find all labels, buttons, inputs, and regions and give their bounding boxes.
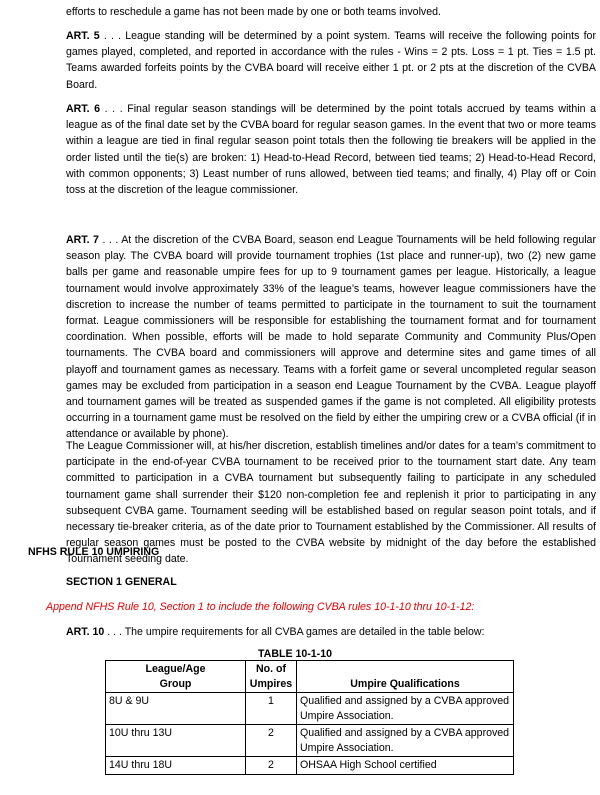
paragraph-commissioner: The League Commissioner will, at his/her discretion, establish timelines and/or dates for a team’s commitment to participate in the end-of-year CVBA tournament to be received prior to the tournament start date. Any team committed to participation in a CVBA tournament but subsequently failing to participate in any scheduled tournament game shall surrender their $120 non-completion fee and replenish it prior to participating in any subsequent CVBA game. Tournament seeding will be established based on regular season point totals, and if necessary tie-breaker criteria, as of the date prior to Tournament established by the Commissioner. All results of regular season games must be posted to the CVBA website by midnight of the day before the established Tournament seeding date. [66, 440, 596, 566]
cell-qualifications: OHSAA High School certified [297, 757, 514, 775]
art7-label: ART. 7 [66, 234, 99, 246]
cell-group: 10U thru 13U [106, 725, 246, 757]
paragraph-art5 [66, 28, 596, 93]
art5-label: ART. 5 [66, 30, 100, 42]
art5-text: . . . League standing will be determined by a point system. Teams will receive the following points for games played, completed, and reported in accordance with the rules - Wins = 2 pts. Loss = 1 pt. Ties = 1.5 pt. Teams awarded forfeits points by the CVBA board will receive either 1 pt. or 2 pts at the discretion of the CVBA Board. [66, 30, 596, 91]
cell-umpires: 2 [246, 725, 297, 757]
table-title: TABLE 10-1-10 [258, 648, 332, 660]
table-row [106, 725, 514, 757]
umpire-table [105, 660, 514, 775]
paragraph-art6 [66, 101, 596, 198]
table-header-row [106, 661, 514, 693]
table-row [106, 693, 514, 725]
cell-qualifications: Qualified and assigned by a CVBA approved Umpire Association. [297, 693, 514, 725]
art10-label: ART. 10 [66, 626, 105, 638]
header-league-group: League/Age Group [106, 661, 246, 693]
header-qualifications: Umpire Qualifications [297, 661, 514, 693]
append-note: Append NFHS Rule 10, Section 1 to include the following CVBA rules 10-1-10 thru 10-1-12: [46, 601, 475, 613]
art10-text: . . . The umpire requirements for all CVBA games are detailed in the table below: [104, 626, 485, 638]
paragraph-art7 [66, 232, 596, 443]
cell-umpires: 1 [246, 693, 297, 725]
cell-umpires: 2 [246, 757, 297, 775]
header-num-umpires: No. of Umpires [246, 661, 297, 693]
cell-qualifications: Qualified and assigned by a CVBA approved Umpire Association. [297, 725, 514, 757]
table-row [106, 757, 514, 775]
cell-group: 8U & 9U [106, 693, 246, 725]
art6-text: . . . Final regular season standings will be determined by the point totals accrued by teams within a league as of the final date set by the CVBA board for regular season games. In the event that two or more teams within a league are tied in final regular season point totals then the following tie breakers will be applied in the order listed until the tie(s) are broken: 1) Head-to-Head Record, between tied teams; 2) Head-to-Head Record, with common opponents; 3) Least number of runs allowed, between tied teams; and finally, 4) Play off or Coin toss at the discretion of the league commissioner. [66, 103, 596, 197]
rule10-heading: NFHS RULE 10 UMPIRING [28, 546, 160, 558]
art6-label: ART. 6 [66, 103, 101, 115]
paragraph-art10 [66, 624, 596, 640]
art7-text: . . . At the discretion of the CVBA Board, season end League Tournaments will be held following regular season play. The CVBA board will provide tournament trophies (1st place and runner-up), two (2) new game balls per game and reasonable umpire fees for up to 9 tournament games per league. Historically, a league tournament would involve approximately 33% of the league’s teams, however league commissioners have the discretion to increase the number of teams permitted to participate in the tournament to suit the tournament format. League commissioners will be responsible for establishing the tournament format and for tournament coordination. When possible, efforts will be made to hold separate Community and Community Plus/Open tournaments. The CVBA board and commissioners will approve and determine sites and game times of all playoff and tournament games as necessary. Teams with a forfeit game or several uncompleted regular season games may be excluded from participation in a season end League Tournament by the CVBA. League playoff and tournament games will be treated as suspended games if the game is not completed. All eligibility protests occurring in a tournament game must be resolved on the field by either the umpiring crew or a CVBA official (if in attendance or available by phone). [66, 234, 596, 441]
section1-heading: SECTION 1 GENERAL [66, 576, 177, 588]
paragraph-reschedule: efforts to reschedule a game has not been made by one or both teams involved. [66, 6, 441, 18]
cell-group: 14U thru 18U [106, 757, 246, 775]
